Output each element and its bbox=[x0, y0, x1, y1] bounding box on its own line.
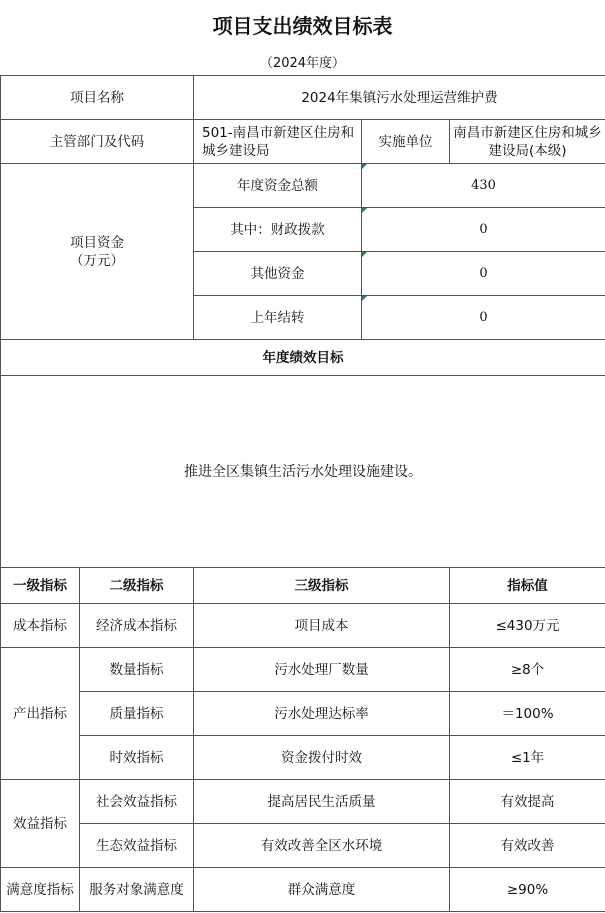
satisfaction-level2: 服务对象满意度 bbox=[80, 868, 194, 912]
cost-level1: 成本指标 bbox=[1, 604, 80, 648]
output-value: ≥8个 bbox=[450, 648, 605, 692]
cost-level2: 经济成本指标 bbox=[80, 604, 194, 648]
benefit-value: 有效改善 bbox=[450, 824, 605, 868]
header-level3: 三级指标 bbox=[194, 568, 450, 604]
fund-total-label: 年度资金总额 bbox=[194, 164, 362, 208]
output-value: ＝100% bbox=[450, 692, 605, 736]
dept-value: 501-南昌市新建区住房和城乡建设局 bbox=[194, 120, 362, 164]
output-value: ≤1年 bbox=[450, 736, 605, 780]
target-table bbox=[0, 75, 605, 912]
benefit-value: 有效提高 bbox=[450, 780, 605, 824]
satisfaction-level3: 群众满意度 bbox=[194, 868, 450, 912]
satisfaction-value: ≥90% bbox=[450, 868, 605, 912]
output-level3: 资金拨付时效 bbox=[194, 736, 450, 780]
benefit-level1: 效益指标 bbox=[1, 780, 80, 868]
benefit-level2: 社会效益指标 bbox=[80, 780, 194, 824]
impl-label: 实施单位 bbox=[362, 120, 450, 164]
fund-total-value: 430 bbox=[362, 164, 605, 208]
fund-fiscal-value: 0 bbox=[362, 208, 605, 252]
funds-label: 项目资金 （万元） bbox=[1, 164, 194, 340]
dept-label: 主管部门及代码 bbox=[1, 120, 194, 164]
impl-value: 南昌市新建区住房和城乡建设局(本级) bbox=[450, 120, 605, 164]
header-value: 指标值 bbox=[450, 568, 605, 604]
cost-value: ≤430万元 bbox=[450, 604, 605, 648]
fund-other-value: 0 bbox=[362, 252, 605, 296]
header-level2: 二级指标 bbox=[80, 568, 194, 604]
annual-goal-label: 年度绩效目标 bbox=[1, 340, 605, 376]
output-level2: 数量指标 bbox=[80, 648, 194, 692]
output-level2: 时效指标 bbox=[80, 736, 194, 780]
header-level1: 一级指标 bbox=[1, 568, 80, 604]
cost-level3: 项目成本 bbox=[194, 604, 450, 648]
output-level3: 污水处理达标率 bbox=[194, 692, 450, 736]
fund-carryover-value: 0 bbox=[362, 296, 605, 340]
sheet-title: 项目支出绩效目标表 bbox=[212, 13, 393, 38]
fund-carryover-label: 上年结转 bbox=[194, 296, 362, 340]
benefit-level2: 生态效益指标 bbox=[80, 824, 194, 868]
benefit-level3: 提高居民生活质量 bbox=[194, 780, 450, 824]
output-level1: 产出指标 bbox=[1, 648, 80, 780]
fund-other-label: 其他资金 bbox=[194, 252, 362, 296]
satisfaction-level1: 满意度指标 bbox=[1, 868, 80, 912]
year-line: （2024年度） bbox=[259, 55, 346, 71]
output-level3: 污水处理厂数量 bbox=[194, 648, 450, 692]
output-level2: 质量指标 bbox=[80, 692, 194, 736]
fund-fiscal-label: 其中：财政拨款 bbox=[194, 208, 362, 252]
project-name-value: 2024年集镇污水处理运营维护费 bbox=[194, 76, 605, 120]
benefit-level3: 有效改善全区水环境 bbox=[194, 824, 450, 868]
annual-goal-text: 推进全区集镇生活污水处理设施建设。 bbox=[1, 376, 605, 568]
project-name-label: 项目名称 bbox=[1, 76, 194, 120]
